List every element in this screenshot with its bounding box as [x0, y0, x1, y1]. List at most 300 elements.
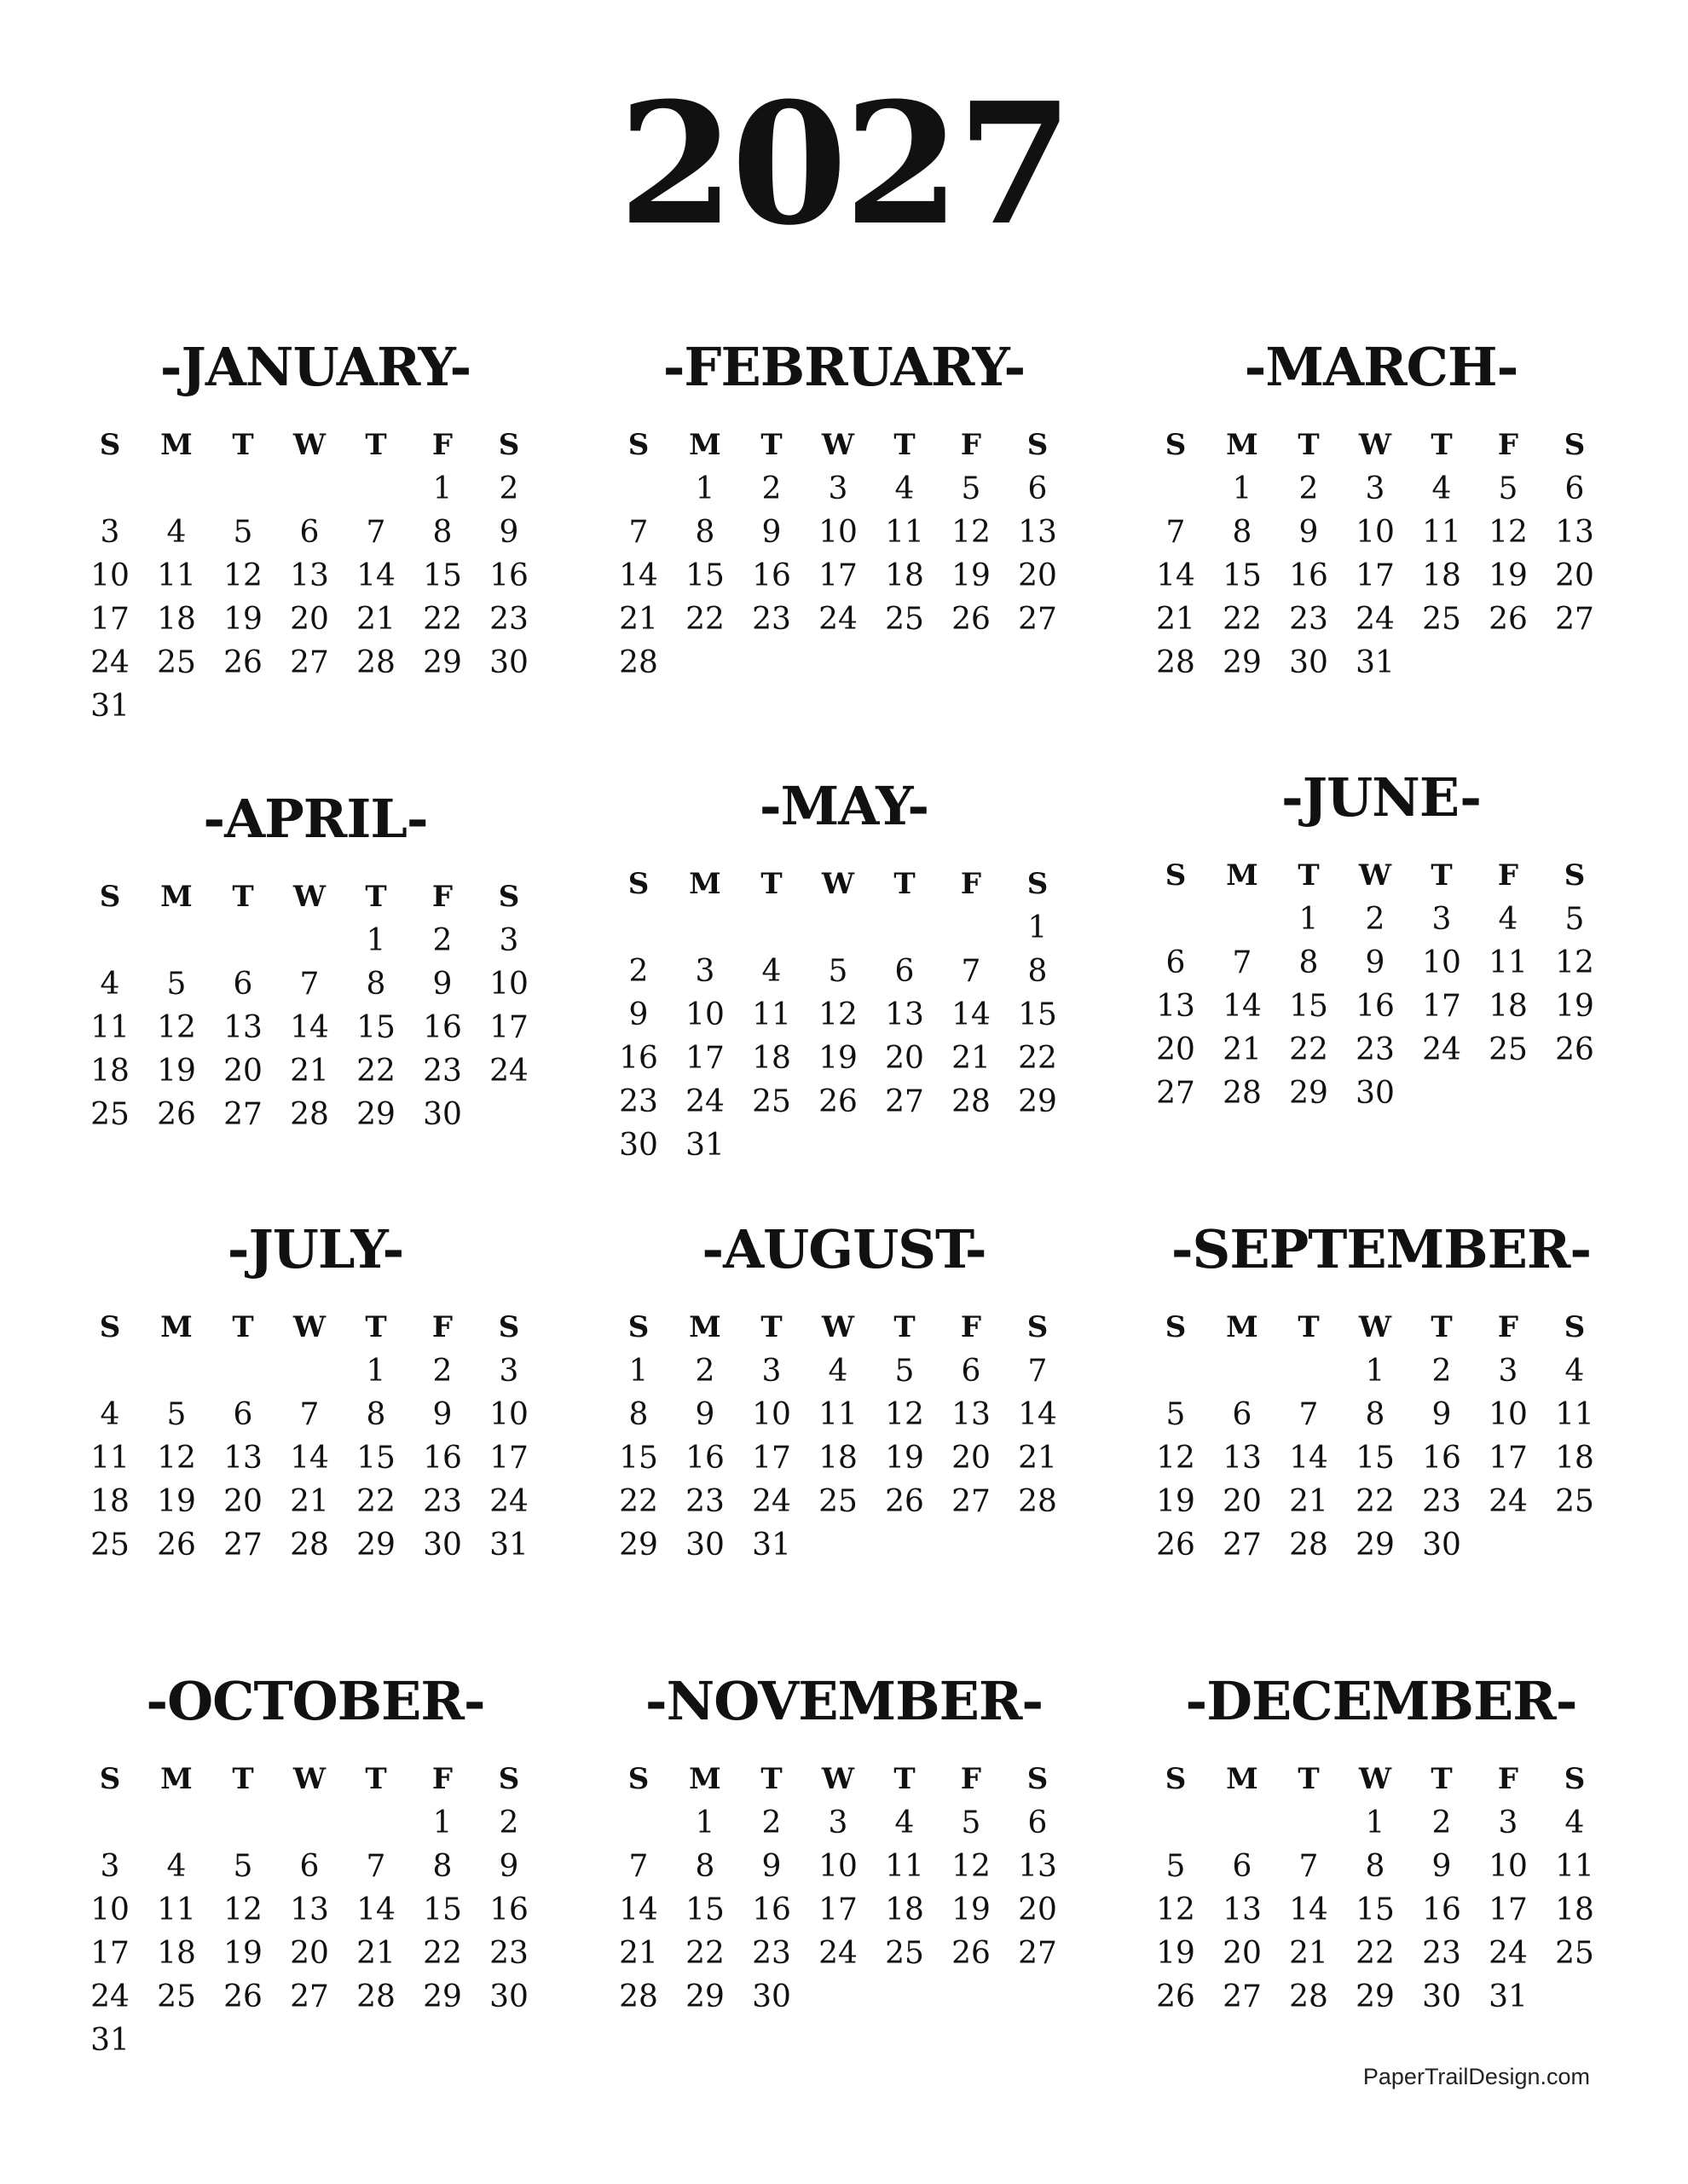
weekday-label: W — [821, 1762, 855, 1796]
day-number: 1 — [628, 1354, 649, 1389]
day-number: 8 — [366, 967, 386, 1002]
day-number: 20 — [1223, 1484, 1262, 1519]
weekday-label: S — [1026, 1310, 1049, 1344]
day-number: 27 — [1156, 1076, 1195, 1111]
day-number: 31 — [90, 689, 130, 724]
day-number: 12 — [1555, 945, 1594, 980]
day-number: 18 — [1489, 989, 1528, 1024]
empty-day-cell — [77, 467, 143, 511]
day-number: 18 — [1422, 558, 1461, 593]
day-number: 27 — [223, 1097, 263, 1132]
day-number: 9 — [761, 515, 782, 550]
day-number: 13 — [1223, 1441, 1262, 1476]
empty-day-cell — [1275, 1349, 1342, 1393]
day-number: 21 — [1289, 1936, 1328, 1971]
weekday-label: W — [1358, 1762, 1392, 1796]
day-number: 9 — [432, 967, 453, 1002]
day-number: 27 — [1555, 602, 1594, 637]
empty-day-cell — [1275, 1801, 1342, 1845]
empty-day-cell — [77, 1801, 143, 1845]
empty-day-cell — [210, 919, 276, 962]
month-title: -NOVEMBER- — [645, 1670, 1043, 1732]
day-number: 10 — [1356, 515, 1395, 550]
weekday-label: T — [760, 867, 783, 901]
day-number: 11 — [885, 1849, 924, 1884]
day-number: 24 — [489, 1484, 529, 1519]
day-number: 24 — [818, 1936, 858, 1971]
day-number: 29 — [356, 1528, 396, 1563]
day-number: 29 — [423, 1979, 462, 2014]
day-number: 14 — [1018, 1397, 1057, 1432]
day-number: 15 — [356, 1010, 396, 1045]
day-number: 13 — [951, 1397, 991, 1432]
day-number: 4 — [100, 967, 120, 1002]
day-number: 27 — [1223, 1528, 1262, 1563]
weekday-label: W — [292, 428, 327, 462]
day-number: 16 — [1356, 989, 1395, 1024]
day-number: 19 — [1156, 1484, 1195, 1519]
day-number: 5 — [166, 1397, 187, 1432]
day-number: 30 — [489, 1979, 529, 2014]
day-number: 16 — [1289, 558, 1328, 593]
day-number: 28 — [290, 1097, 329, 1132]
day-number: 20 — [290, 602, 329, 637]
day-number: 21 — [356, 1936, 396, 1971]
weekday-header-row — [77, 1757, 554, 1801]
day-number: 2 — [499, 1806, 519, 1840]
day-number: 5 — [961, 471, 981, 506]
day-number: 18 — [157, 602, 196, 637]
day-number: 26 — [951, 1936, 991, 1971]
weekday-label: T — [893, 428, 916, 462]
weekday-label: S — [1026, 428, 1049, 462]
empty-day-cell — [738, 906, 805, 950]
day-number: 17 — [489, 1010, 529, 1045]
month-january — [77, 336, 554, 728]
day-number: 3 — [499, 923, 519, 958]
weekday-label: F — [431, 428, 454, 462]
day-number: 25 — [885, 602, 924, 637]
weekday-label: F — [960, 867, 982, 901]
day-number: 12 — [885, 1397, 924, 1432]
day-number: 30 — [1422, 1979, 1461, 2014]
weekday-label: S — [627, 428, 650, 462]
day-number: 12 — [1489, 515, 1528, 550]
day-number: 7 — [299, 967, 320, 1002]
day-number: 20 — [1223, 1936, 1262, 1971]
day-number: 19 — [157, 1484, 196, 1519]
day-number: 12 — [157, 1010, 196, 1045]
day-number: 22 — [423, 602, 462, 637]
day-number: 25 — [818, 1484, 858, 1519]
day-number: 5 — [233, 515, 253, 550]
day-number: 7 — [1298, 1397, 1319, 1432]
day-number: 5 — [961, 1806, 981, 1840]
day-number: 16 — [619, 1041, 658, 1076]
day-number: 2 — [761, 471, 782, 506]
day-number: 26 — [885, 1484, 924, 1519]
day-number: 30 — [752, 1979, 791, 2014]
day-number: 14 — [1223, 989, 1262, 1024]
weekday-label: S — [498, 428, 520, 462]
empty-day-cell — [143, 467, 210, 511]
day-number: 1 — [366, 923, 386, 958]
weekday-label: T — [365, 1762, 387, 1796]
weekday-label: T — [893, 867, 916, 901]
day-number: 27 — [1018, 1936, 1057, 1971]
empty-day-cell — [1142, 1349, 1209, 1393]
day-grid — [605, 1801, 1083, 2019]
weekday-label: M — [1226, 858, 1258, 893]
empty-day-cell — [605, 467, 672, 511]
day-number: 6 — [1232, 1397, 1252, 1432]
day-number: 13 — [1018, 1849, 1057, 1884]
day-number: 13 — [885, 997, 924, 1032]
day-number: 5 — [828, 954, 848, 989]
weekday-label: S — [99, 428, 121, 462]
weekday-label: S — [498, 1762, 520, 1796]
day-number: 5 — [1564, 902, 1585, 937]
day-number: 21 — [619, 1936, 658, 1971]
day-number: 15 — [685, 558, 725, 593]
day-number: 12 — [951, 1849, 991, 1884]
year-title: 2027 — [618, 66, 1070, 263]
day-number: 29 — [1018, 1084, 1057, 1119]
day-number: 17 — [1356, 558, 1395, 593]
day-number: 18 — [1555, 1892, 1594, 1927]
weekday-header-row — [1142, 423, 1620, 467]
month-title: -OCTOBER- — [146, 1670, 485, 1732]
day-number: 6 — [961, 1354, 981, 1389]
day-number: 8 — [1365, 1849, 1385, 1884]
day-number: 28 — [356, 1979, 396, 2014]
day-number: 9 — [695, 1397, 715, 1432]
day-number: 21 — [1223, 1032, 1262, 1067]
day-number: 24 — [752, 1484, 791, 1519]
weekday-label: S — [1026, 1762, 1049, 1796]
day-number: 4 — [1564, 1806, 1585, 1840]
day-number: 14 — [356, 558, 396, 593]
day-number: 11 — [90, 1441, 130, 1476]
day-number: 6 — [1027, 1806, 1048, 1840]
day-number: 21 — [1289, 1484, 1328, 1519]
day-number: 17 — [90, 1936, 130, 1971]
day-number: 14 — [290, 1441, 329, 1476]
day-grid — [605, 1349, 1083, 1567]
day-number: 17 — [1489, 1441, 1528, 1476]
day-number: 6 — [299, 515, 320, 550]
day-number: 10 — [1489, 1397, 1528, 1432]
day-number: 19 — [1555, 989, 1594, 1024]
day-number: 16 — [423, 1441, 462, 1476]
day-number: 26 — [223, 645, 263, 680]
day-number: 3 — [499, 1354, 519, 1389]
month-title: -JANUARY- — [159, 336, 471, 398]
day-number: 6 — [1165, 945, 1186, 980]
day-number: 21 — [1156, 602, 1195, 637]
day-number: 22 — [1289, 1032, 1328, 1067]
day-number: 5 — [1165, 1397, 1186, 1432]
day-number: 13 — [290, 558, 329, 593]
day-number: 22 — [685, 602, 725, 637]
day-number: 16 — [685, 1441, 725, 1476]
day-number: 27 — [885, 1084, 924, 1119]
weekday-label: T — [365, 428, 387, 462]
day-number: 7 — [366, 515, 386, 550]
day-number: 24 — [1489, 1936, 1528, 1971]
day-number: 28 — [951, 1084, 991, 1119]
weekday-header-row — [605, 423, 1083, 467]
day-number: 31 — [90, 2023, 130, 2058]
day-number: 19 — [951, 558, 991, 593]
day-number: 26 — [1555, 1032, 1594, 1067]
day-number: 31 — [752, 1528, 791, 1563]
day-number: 2 — [1298, 471, 1319, 506]
empty-day-cell — [605, 906, 672, 950]
day-number: 2 — [761, 1806, 782, 1840]
day-number: 31 — [1356, 645, 1395, 680]
site-credit: PaperTrailDesign.com — [1362, 2064, 1590, 2089]
day-number: 10 — [90, 558, 130, 593]
month-december — [1142, 1670, 1620, 2019]
day-number: 13 — [1223, 1892, 1262, 1927]
day-number: 17 — [685, 1041, 725, 1076]
day-number: 25 — [1555, 1484, 1594, 1519]
day-number: 10 — [489, 1397, 529, 1432]
day-number: 22 — [423, 1936, 462, 1971]
day-number: 4 — [166, 1849, 187, 1884]
day-number: 19 — [1489, 558, 1528, 593]
weekday-header-row — [77, 1305, 554, 1349]
day-number: 25 — [90, 1097, 130, 1132]
weekday-label: S — [498, 1310, 520, 1344]
day-grid — [605, 906, 1083, 1167]
day-number: 4 — [1498, 902, 1518, 937]
weekday-label: S — [498, 880, 520, 914]
day-number: 1 — [1365, 1806, 1385, 1840]
day-number: 1 — [432, 471, 453, 506]
weekday-label: T — [1298, 1310, 1320, 1344]
day-number: 22 — [356, 1054, 396, 1089]
weekday-label: T — [1431, 1310, 1453, 1344]
day-number: 18 — [885, 1892, 924, 1927]
day-number: 17 — [90, 602, 130, 637]
weekday-label: F — [960, 1310, 982, 1344]
day-number: 30 — [685, 1528, 725, 1563]
day-number: 19 — [885, 1441, 924, 1476]
day-number: 1 — [366, 1354, 386, 1389]
weekday-label: W — [1358, 858, 1392, 893]
day-number: 8 — [1027, 954, 1048, 989]
day-number: 11 — [157, 1892, 196, 1927]
day-number: 30 — [1422, 1528, 1461, 1563]
day-number: 23 — [489, 1936, 529, 1971]
day-number: 20 — [1555, 558, 1594, 593]
weekday-label: S — [1564, 1762, 1586, 1796]
day-number: 28 — [356, 645, 396, 680]
day-number: 8 — [366, 1397, 386, 1432]
day-grid — [77, 919, 554, 1136]
day-number: 3 — [100, 515, 120, 550]
day-number: 8 — [1232, 515, 1252, 550]
day-number: 14 — [356, 1892, 396, 1927]
weekday-label: F — [1497, 1310, 1519, 1344]
day-number: 11 — [885, 515, 924, 550]
day-number: 2 — [1365, 902, 1385, 937]
day-number: 3 — [828, 1806, 848, 1840]
day-number: 23 — [619, 1084, 658, 1119]
weekday-header-row — [1142, 853, 1620, 898]
day-number: 1 — [1298, 902, 1319, 937]
day-number: 15 — [1018, 997, 1057, 1032]
weekday-label: W — [292, 880, 327, 914]
day-number: 10 — [1489, 1849, 1528, 1884]
day-number: 9 — [1298, 515, 1319, 550]
weekday-label: T — [1298, 858, 1320, 893]
weekday-label: W — [292, 1310, 327, 1344]
weekday-label: M — [160, 1310, 193, 1344]
weekday-label: T — [232, 1310, 254, 1344]
weekday-label: T — [893, 1762, 916, 1796]
weekday-label: T — [232, 1762, 254, 1796]
empty-day-cell — [276, 919, 343, 962]
day-number: 14 — [1156, 558, 1195, 593]
month-title: -SEPTEMBER- — [1171, 1218, 1592, 1280]
day-number: 12 — [157, 1441, 196, 1476]
weekday-label: S — [1165, 1762, 1187, 1796]
day-number: 18 — [90, 1484, 130, 1519]
day-number: 9 — [1365, 945, 1385, 980]
day-number: 26 — [157, 1528, 196, 1563]
day-number: 15 — [619, 1441, 658, 1476]
month-title: -DECEMBER- — [1185, 1670, 1577, 1732]
day-number: 9 — [628, 997, 649, 1032]
day-number: 2 — [695, 1354, 715, 1389]
day-number: 3 — [695, 954, 715, 989]
day-number: 15 — [685, 1892, 725, 1927]
day-number: 23 — [752, 1936, 791, 1971]
day-number: 3 — [1498, 1806, 1518, 1840]
day-number: 30 — [423, 1528, 462, 1563]
day-number: 14 — [951, 997, 991, 1032]
empty-day-cell — [343, 467, 409, 511]
month-june — [1142, 766, 1620, 1115]
day-number: 4 — [894, 1806, 915, 1840]
day-grid — [1142, 1349, 1620, 1567]
day-number: 15 — [1289, 989, 1328, 1024]
day-number: 13 — [290, 1892, 329, 1927]
day-number: 21 — [290, 1484, 329, 1519]
day-number: 25 — [1422, 602, 1461, 637]
weekday-label: M — [689, 867, 721, 901]
day-number: 22 — [1223, 602, 1262, 637]
day-number: 15 — [423, 558, 462, 593]
weekday-label: T — [365, 880, 387, 914]
day-number: 25 — [885, 1936, 924, 1971]
day-number: 27 — [1018, 602, 1057, 637]
month-title: -FEBRUARY- — [662, 336, 1026, 398]
weekday-header-row — [77, 875, 554, 919]
day-number: 7 — [1027, 1354, 1048, 1389]
day-number: 7 — [299, 1397, 320, 1432]
weekday-label: F — [960, 1762, 982, 1796]
day-number: 24 — [685, 1084, 725, 1119]
empty-day-cell — [938, 906, 1004, 950]
day-number: 12 — [1156, 1441, 1195, 1476]
day-number: 8 — [695, 515, 715, 550]
weekday-label: T — [1431, 1762, 1453, 1796]
weekday-label: T — [365, 1310, 387, 1344]
weekday-label: T — [1298, 1762, 1320, 1796]
day-number: 21 — [619, 602, 658, 637]
day-number: 1 — [695, 1806, 715, 1840]
day-number: 23 — [1289, 602, 1328, 637]
day-number: 20 — [1018, 1892, 1057, 1927]
weekday-label: S — [627, 1762, 650, 1796]
day-number: 24 — [1489, 1484, 1528, 1519]
month-title: -MAY- — [759, 775, 929, 837]
day-number: 26 — [157, 1097, 196, 1132]
day-number: 2 — [499, 471, 519, 506]
day-number: 16 — [489, 1892, 529, 1927]
day-number: 22 — [685, 1936, 725, 1971]
day-number: 17 — [1489, 1892, 1528, 1927]
month-october — [77, 1670, 554, 2062]
day-number: 29 — [356, 1097, 396, 1132]
day-number: 24 — [90, 1979, 130, 2014]
day-number: 30 — [423, 1097, 462, 1132]
day-number: 28 — [619, 1979, 658, 2014]
day-number: 19 — [223, 1936, 263, 1971]
weekday-label: F — [431, 880, 454, 914]
day-number: 8 — [1365, 1397, 1385, 1432]
day-number: 14 — [1289, 1441, 1328, 1476]
day-number: 16 — [1422, 1441, 1461, 1476]
day-number: 25 — [1555, 1936, 1594, 1971]
day-number: 22 — [356, 1484, 396, 1519]
day-number: 13 — [1018, 515, 1057, 550]
empty-day-cell — [210, 467, 276, 511]
day-number: 1 — [1232, 471, 1252, 506]
month-title: -JUNE- — [1281, 766, 1481, 829]
day-number: 1 — [1027, 910, 1048, 945]
weekday-label: T — [893, 1310, 916, 1344]
day-number: 21 — [951, 1041, 991, 1076]
day-number: 14 — [619, 1892, 658, 1927]
day-grid — [77, 1349, 554, 1567]
weekday-label: W — [1358, 1310, 1392, 1344]
day-number: 19 — [951, 1892, 991, 1927]
day-grid — [1142, 898, 1620, 1115]
day-number: 11 — [1555, 1397, 1594, 1432]
weekday-label: F — [431, 1310, 454, 1344]
month-november — [605, 1670, 1083, 2019]
day-number: 5 — [894, 1354, 915, 1389]
weekday-label: M — [1226, 1762, 1258, 1796]
day-number: 27 — [290, 1979, 329, 2014]
day-number: 28 — [290, 1528, 329, 1563]
empty-day-cell — [77, 919, 143, 962]
day-number: 10 — [90, 1892, 130, 1927]
day-number: 24 — [90, 645, 130, 680]
day-number: 2 — [432, 923, 453, 958]
weekday-label: M — [1226, 428, 1258, 462]
empty-day-cell — [1209, 1349, 1275, 1393]
day-number: 31 — [685, 1128, 725, 1163]
day-number: 4 — [828, 1354, 848, 1389]
weekday-label: M — [160, 428, 193, 462]
month-july — [77, 1218, 554, 1567]
